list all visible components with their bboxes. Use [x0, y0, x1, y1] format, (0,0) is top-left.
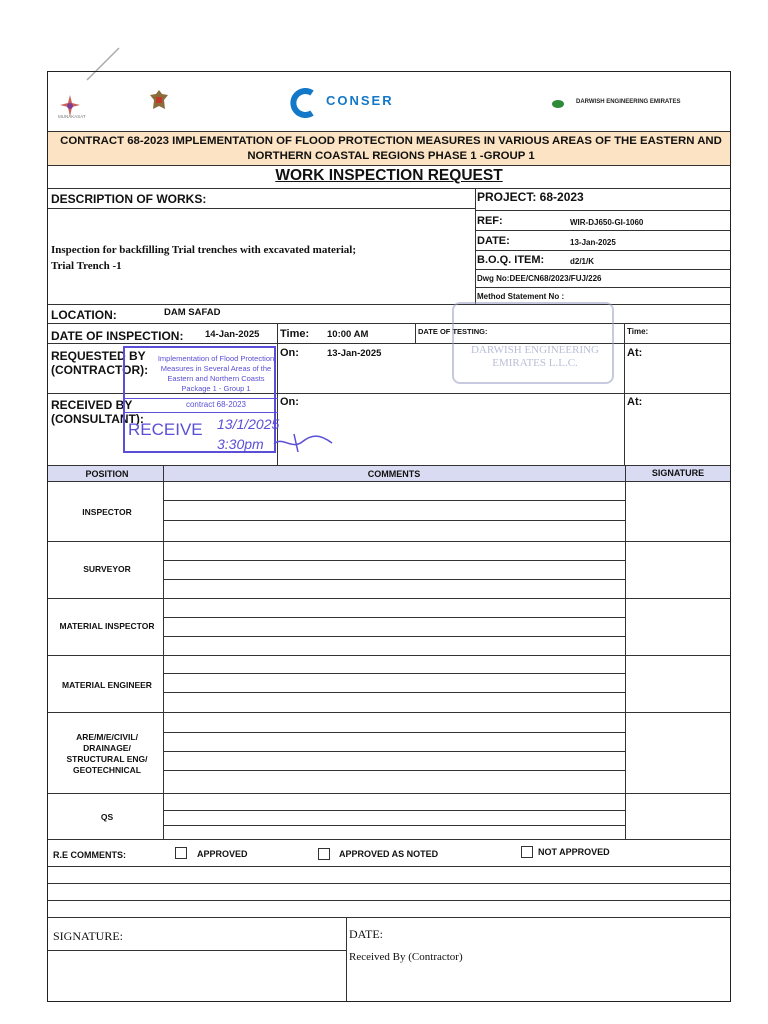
approved-checkbox[interactable]: [175, 847, 187, 859]
position-header: POSITION: [85, 469, 129, 479]
location-label: LOCATION:: [51, 308, 117, 322]
table-row-divider: [48, 598, 730, 599]
date-label: DATE:: [477, 235, 510, 247]
comment-line[interactable]: [163, 825, 625, 826]
received-at-label: At:: [627, 396, 643, 408]
signature-header: SIGNATURE: [651, 468, 705, 478]
received-on-label: On:: [280, 396, 299, 408]
boq-value: d2/1/K: [570, 257, 595, 266]
table-row-divider: [48, 793, 730, 794]
comment-line[interactable]: [163, 732, 625, 733]
comment-line[interactable]: [163, 751, 625, 752]
position-inspector: INSPECTOR: [82, 507, 132, 517]
contract-title: CONTRACT 68-2023 IMPLEMENTATION OF FLOOD PROTECTION MEASURES IN VARIOUS AREAS OF THE EASTERN AND NORTHERN COASTAL REGIONS PHASE 1 -GROUP 1: [60, 135, 722, 162]
requested-at-label: At:: [627, 347, 643, 359]
company-stamp-text: DARWISH ENGINEERING EMIRATES L.L.C.: [470, 344, 599, 369]
stamp-time-hand: 3:30pm: [217, 436, 264, 452]
stamp-receive: RECEIVE: [128, 420, 203, 439]
inspection-time-value: 10:00 AM: [327, 329, 369, 340]
comments-header: COMMENTS: [367, 469, 421, 479]
company-stamp: [452, 302, 614, 384]
position-qs: QS: [100, 812, 114, 822]
position-surveyor: SURVEYOR: [83, 564, 131, 574]
signature-label: SIGNATURE:: [53, 929, 124, 943]
ref-label: REF:: [477, 215, 503, 227]
dwg-label: Dwg No:DEE/CN68/2023/FUJ/226: [477, 274, 602, 283]
approved-label: APPROVED: [197, 849, 248, 859]
comment-line[interactable]: [163, 617, 625, 618]
logo-left: [58, 92, 110, 122]
comment-line[interactable]: [163, 636, 625, 637]
received-by-label-2: (CONSULTANT):: [51, 412, 144, 426]
project-label: PROJECT: 68-2023: [477, 190, 584, 204]
inspection-time-label: Time:: [280, 328, 310, 340]
comment-line[interactable]: [163, 810, 625, 811]
requested-by-label-2: (CONTRACTOR):: [51, 363, 149, 377]
falcon-emblem-icon: [147, 89, 171, 111]
comment-line[interactable]: [163, 520, 625, 521]
stamp-line-4: Package 1 - Group 1: [181, 384, 251, 393]
table-row-divider: [48, 712, 730, 713]
logo-center: [290, 86, 430, 122]
date-value: 13-Jan-2025: [570, 238, 616, 247]
requested-on-value: 13-Jan-2025: [327, 348, 382, 359]
position-material-engineer: MATERIAL ENGINEER: [62, 680, 152, 690]
comment-line[interactable]: [163, 560, 625, 561]
table-row-divider: [48, 655, 730, 656]
location-value: DAM SAFAD: [164, 307, 221, 318]
comment-line[interactable]: [163, 692, 625, 693]
ref-value: WIR-DJ650-GI-1060: [570, 218, 644, 227]
approved-as-noted-checkbox[interactable]: [318, 848, 330, 860]
stamp-line-2: Measures in Several Areas of the: [160, 364, 272, 373]
received-by-label-1: RECEIVED BY: [51, 398, 133, 412]
dee-emblem-icon: [552, 99, 564, 109]
contract-title-bar: [48, 131, 730, 166]
date-footer-label: DATE:: [349, 927, 383, 941]
received-by-contractor-label: Received By (Contractor): [349, 951, 463, 963]
logo-right-text: DARWISH ENGINEERING EMIRATES: [576, 99, 681, 105]
description-line-2: Trial Trench -1: [51, 260, 122, 272]
re-comments-label: R.E COMMENTS:: [53, 850, 126, 860]
inspection-date-label: DATE OF INSPECTION:: [51, 329, 184, 343]
comment-line[interactable]: [163, 770, 625, 771]
description-label: DESCRIPTION OF WORKS:: [51, 192, 207, 206]
method-label: Method Statement No :: [477, 292, 565, 301]
form-title: WORK INSPECTION REQUEST: [275, 167, 503, 184]
testing-date-label: DATE OF TESTING:: [418, 327, 488, 336]
uae-emblem: [120, 88, 190, 122]
comment-line[interactable]: [163, 579, 625, 580]
position-engineers: ARE/M/E/CIVIL/ DRAINAGE/ STRUCTURAL ENG/ GEOTECHNICAL: [66, 732, 148, 775]
comment-line[interactable]: [163, 673, 625, 674]
inspection-date-value: 14-Jan-2025: [205, 329, 260, 340]
approved-as-noted-label: APPROVED AS NOTED: [339, 849, 439, 859]
testing-time-label: Time:: [627, 327, 649, 336]
received-stamp: [123, 346, 280, 453]
requested-by-label-1: REQUESTED BY: [51, 349, 146, 363]
stamp-contract: contract 68-2023: [185, 400, 247, 409]
stamp-line-1: Implementation of Flood Protection: [157, 354, 275, 363]
conser-c-icon: [290, 88, 318, 118]
requested-on-label: On:: [280, 347, 299, 359]
not-approved-checkbox[interactable]: [521, 846, 533, 858]
comment-line[interactable]: [163, 500, 625, 501]
table-row-divider: [48, 541, 730, 542]
handwritten-signature: [272, 430, 336, 456]
stamp-line-3: Eastern and Northern Coasts: [167, 374, 265, 383]
position-material-inspector: MATERIAL INSPECTOR: [59, 621, 155, 631]
logo-right: [552, 98, 692, 112]
description-line-1: Inspection for backfilling Trial trenches with excavated material;: [51, 244, 357, 256]
conser-logo-text: CONSER: [326, 93, 394, 108]
not-approved-label: NOT APPROVED: [538, 847, 610, 857]
boq-label: B.O.Q. ITEM:: [477, 254, 545, 266]
logo-left-text: MUNAKASAT: [58, 114, 86, 119]
stamp-date-hand: 13/1/2025: [217, 416, 280, 432]
